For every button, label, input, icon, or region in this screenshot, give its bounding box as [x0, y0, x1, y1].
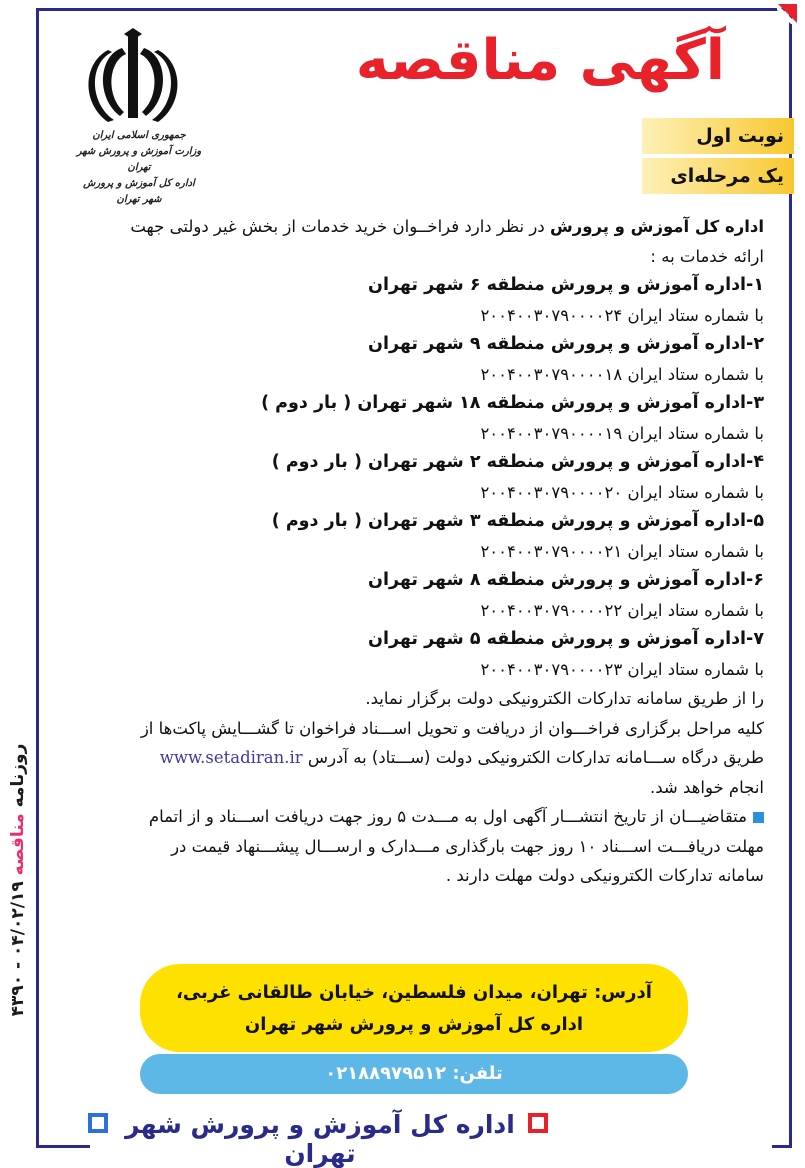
para-2-line-3: انجام خواهد شد.: [650, 777, 764, 797]
para-2-line-1: کلیه مراحل برگزاری فراخـــوان از دریافت و تحویل اســـناد فراخوان تا گشـــایش پاکت‌ها از: [140, 718, 764, 738]
gov-line-2: وزارت آموزش و پرورش شهر تهران: [76, 146, 202, 173]
iran-emblem-icon: [78, 28, 188, 128]
badge-single-stage: یک مرحله‌ای: [642, 158, 794, 194]
footer-title: اداره کل آموزش و پرورش شهر تهران: [125, 1110, 515, 1168]
item-number: با شماره ستاد ایران ۲۰۰۴۰۰۳۰۷۹۰۰۰۰۲۰: [480, 482, 764, 502]
item-number: با شماره ستاد ایران ۲۰۰۴۰۰۳۰۷۹۰۰۰۰۲۱: [480, 541, 764, 561]
para-3-line-1: [72, 802, 764, 832]
side-date: ۰۴/۰۲/۱۹ - ۴۳۹۰: [8, 881, 28, 1017]
ad-body: [72, 212, 764, 891]
side-brand: مناقصه: [8, 813, 28, 876]
intro-line-1: [72, 212, 764, 242]
intro-org: اداره کل آموزش و پرورش: [549, 217, 764, 236]
item-title: ۶-اداره آموزش و پرورش منطقه ۸ شهر تهران: [368, 570, 764, 590]
item-number: با شماره ستاد ایران ۲۰۰۴۰۰۳۰۷۹۰۰۰۰۱۸: [480, 364, 764, 384]
para-3-line-2: مهلت دریافـــت اســـناد ۱۰ روز جهت بارگذاری مـــدارک و ارســـال پیشـــنهاد قیمت در: [171, 836, 764, 856]
para-2-line-2: [72, 743, 764, 773]
item-title: ۱-اداره آموزش و پرورش منطقه ۶ شهر تهران: [368, 275, 764, 295]
item-title: ۲-اداره آموزش و پرورش منطقه ۹ شهر تهران: [368, 334, 764, 354]
setadiran-link[interactable]: www.setadiran.ir: [159, 748, 303, 767]
side-newspaper-label: [2, 720, 34, 1040]
gov-lines: [74, 128, 204, 208]
item-title: ۵-اداره آموزش و پرورش منطقه ۳ شهر تهران ( بار دوم ): [271, 511, 764, 531]
gov-line-1: جمهوری اسلامی ایران: [92, 130, 186, 141]
phone-box: تلفن: ۰۲۱۸۸۹۷۹۵۱۲: [140, 1054, 688, 1094]
intro-line-2: ارائه خدمات به :: [650, 246, 764, 266]
item-title: ۴-اداره آموزش و پرورش منطقه ۲ شهر تهران ( بار دوم ): [271, 452, 764, 472]
item-title: ۳-اداره آموزش و پرورش منطقه ۱۸ شهر تهران ( بار دوم ): [261, 393, 764, 413]
para-1: را از طریق سامانه تدارکات الکترونیکی دولت برگزار نماید.: [365, 689, 764, 708]
item-title: ۷-اداره آموزش و پرورش منطقه ۵ شهر تهران: [368, 629, 764, 649]
footer-square-red-icon: [528, 1113, 548, 1133]
badge-first-round: نوبت اول: [642, 118, 794, 154]
bullet-square-icon: [753, 812, 764, 823]
address-line-1: آدرس: تهران، میدان فلسطین، خیابان طالقانی غربی،: [176, 982, 652, 1003]
para-3-line-3: سامانه تدارکات الکترونیکی دولت مهلت دارند .: [445, 866, 764, 885]
intro-rest: در نظر دارد فراخــوان خرید خدمات از بخش غیر دولتی جهت: [130, 217, 550, 236]
address-box: [140, 964, 688, 1052]
footer-square-blue-icon: [88, 1113, 108, 1133]
item-number: با شماره ستاد ایران ۲۰۰۴۰۰۳۰۷۹۰۰۰۰۲۲: [480, 600, 764, 620]
item-number: با شماره ستاد ایران ۲۰۰۴۰۰۳۰۷۹۰۰۰۰۲۳: [480, 659, 764, 679]
side-newspaper: روزنامه: [8, 743, 28, 808]
corner-decoration-icon: [775, 2, 799, 26]
para-2-line-2-text: طریق درگاه ســـامانه تدارکات الکترونیکی دولت (ســـتاد) به آدرس: [302, 748, 764, 767]
address-line-2: اداره کل آموزش و پرورش شهر تهران: [244, 1014, 584, 1035]
item-number: با شماره ستاد ایران ۲۰۰۴۰۰۳۰۷۹۰۰۰۰۱۹: [480, 423, 764, 443]
para-3-line-1-text: متقاضیـــان از تاریخ انتشـــار آگهی اول به مـــدت ۵ روز جهت دریافت اســـناد و از اتمام: [148, 807, 747, 826]
gov-line-3: اداره کل آموزش و پرورش شهر تهران: [83, 178, 195, 205]
page-title: آگهی مناقصه: [355, 28, 725, 93]
item-number: با شماره ستاد ایران ۲۰۰۴۰۰۳۰۷۹۰۰۰۰۲۴: [480, 305, 764, 325]
